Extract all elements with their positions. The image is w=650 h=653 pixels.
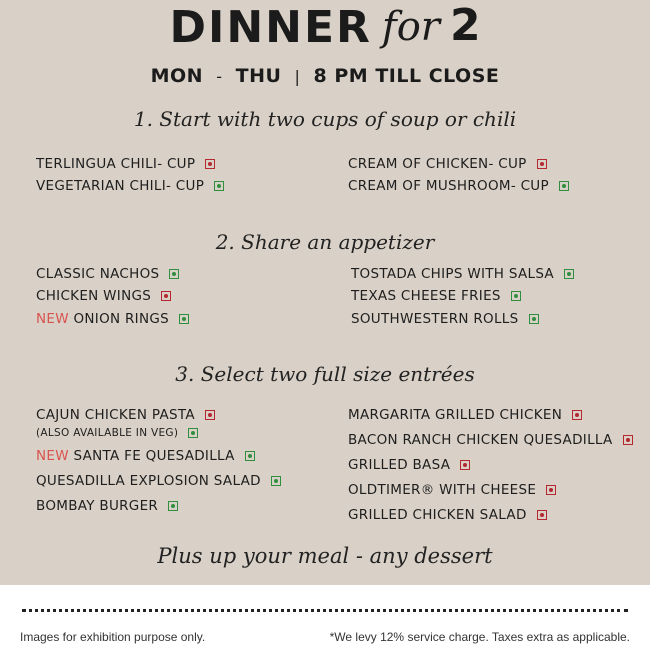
item-name: OLDTIMER® WITH CHEESE	[348, 482, 537, 498]
list-item	[36, 311, 189, 327]
title-script: for	[381, 4, 440, 50]
item-name: BOMBAY BURGER	[36, 498, 159, 514]
item-name: BACON RANCH CHICKEN QUESADILLA	[348, 432, 613, 448]
item-name: MARGARITA GRILLED CHICKEN	[348, 407, 563, 423]
veg-icon	[188, 428, 198, 438]
item-name: CLASSIC NACHOS	[36, 266, 160, 282]
item-name: TOSTADA CHIPS WITH SALSA	[351, 266, 554, 282]
item-name: CAJUN CHICKEN PASTA	[36, 407, 195, 423]
non-veg-icon	[205, 159, 215, 169]
dotted-divider	[22, 609, 628, 612]
veg-icon	[529, 314, 539, 324]
non-veg-icon	[537, 159, 547, 169]
schedule-dash: -	[216, 67, 223, 86]
item-name: QUESADILLA EXPLOSION SALAD	[36, 473, 261, 489]
list-item	[36, 427, 198, 439]
list-item	[348, 482, 556, 498]
schedule-days-end: THU	[235, 65, 282, 87]
list-item	[348, 432, 633, 448]
list-item	[36, 288, 171, 304]
schedule	[0, 65, 650, 87]
section-heading-entrees: 3. Select two full size entrées	[175, 362, 475, 386]
item-name: GRILLED BASA	[348, 457, 451, 473]
non-veg-icon	[460, 460, 470, 470]
list-item	[348, 156, 547, 172]
list-item	[36, 407, 215, 423]
new-tag: NEW	[36, 311, 69, 327]
schedule-days-start: MON	[150, 65, 204, 87]
new-tag: NEW	[36, 448, 69, 464]
item-name: GRILLED CHICKEN SALAD	[348, 507, 527, 523]
list-item	[36, 473, 281, 489]
veg-icon	[564, 269, 574, 279]
list-item	[348, 457, 470, 473]
item-name: SANTA FE QUESADILLA	[73, 448, 235, 464]
item-name: SOUTHWESTERN ROLLS	[351, 311, 519, 327]
item-name: CHICKEN WINGS	[36, 288, 152, 304]
list-item	[348, 507, 547, 523]
section-heading-soup: 1. Start with two cups of soup or chili	[133, 107, 517, 131]
title-number: 2	[449, 0, 481, 51]
item-name: ONION RINGS	[73, 311, 169, 327]
veg-icon	[511, 291, 521, 301]
footer-disclaimer: Images for exhibition purpose only.	[20, 630, 206, 644]
item-name: (ALSO AVAILABLE IN VEG)	[36, 427, 179, 439]
veg-icon	[214, 181, 224, 191]
item-name: VEGETARIAN CHILI- CUP	[36, 178, 205, 194]
list-item	[36, 178, 224, 194]
veg-icon	[168, 501, 178, 511]
menu-title	[0, 0, 650, 60]
non-veg-icon	[623, 435, 633, 445]
title-main: DINNER	[169, 2, 372, 53]
footer	[0, 585, 650, 653]
list-item	[348, 407, 582, 423]
list-item	[351, 288, 521, 304]
item-name: TERLINGUA CHILI- CUP	[36, 156, 196, 172]
list-item	[36, 498, 178, 514]
list-item	[348, 178, 569, 194]
item-name: CREAM OF MUSHROOM- CUP	[348, 178, 549, 194]
veg-icon	[245, 451, 255, 461]
section-heading-appetizer: 2. Share an appetizer	[215, 230, 435, 254]
list-item	[351, 266, 574, 282]
item-name: TEXAS CHEESE FRIES	[351, 288, 501, 304]
non-veg-icon	[572, 410, 582, 420]
non-veg-icon	[205, 410, 215, 420]
non-veg-icon	[546, 485, 556, 495]
plus-up-line: Plus up your meal - any dessert	[157, 544, 493, 568]
schedule-divider: |	[294, 67, 301, 86]
veg-icon	[169, 269, 179, 279]
item-name: CREAM OF CHICKEN- CUP	[348, 156, 527, 172]
veg-icon	[179, 314, 189, 324]
footer-charges: *We levy 12% service charge. Taxes extra as applicable.	[329, 630, 630, 644]
non-veg-icon	[537, 510, 547, 520]
list-item	[36, 448, 255, 464]
schedule-time: 8 PM TILL CLOSE	[313, 65, 500, 87]
non-veg-icon	[161, 291, 171, 301]
list-item	[36, 266, 179, 282]
list-item	[351, 311, 539, 327]
veg-icon	[559, 181, 569, 191]
veg-icon	[271, 476, 281, 486]
list-item	[36, 156, 215, 172]
